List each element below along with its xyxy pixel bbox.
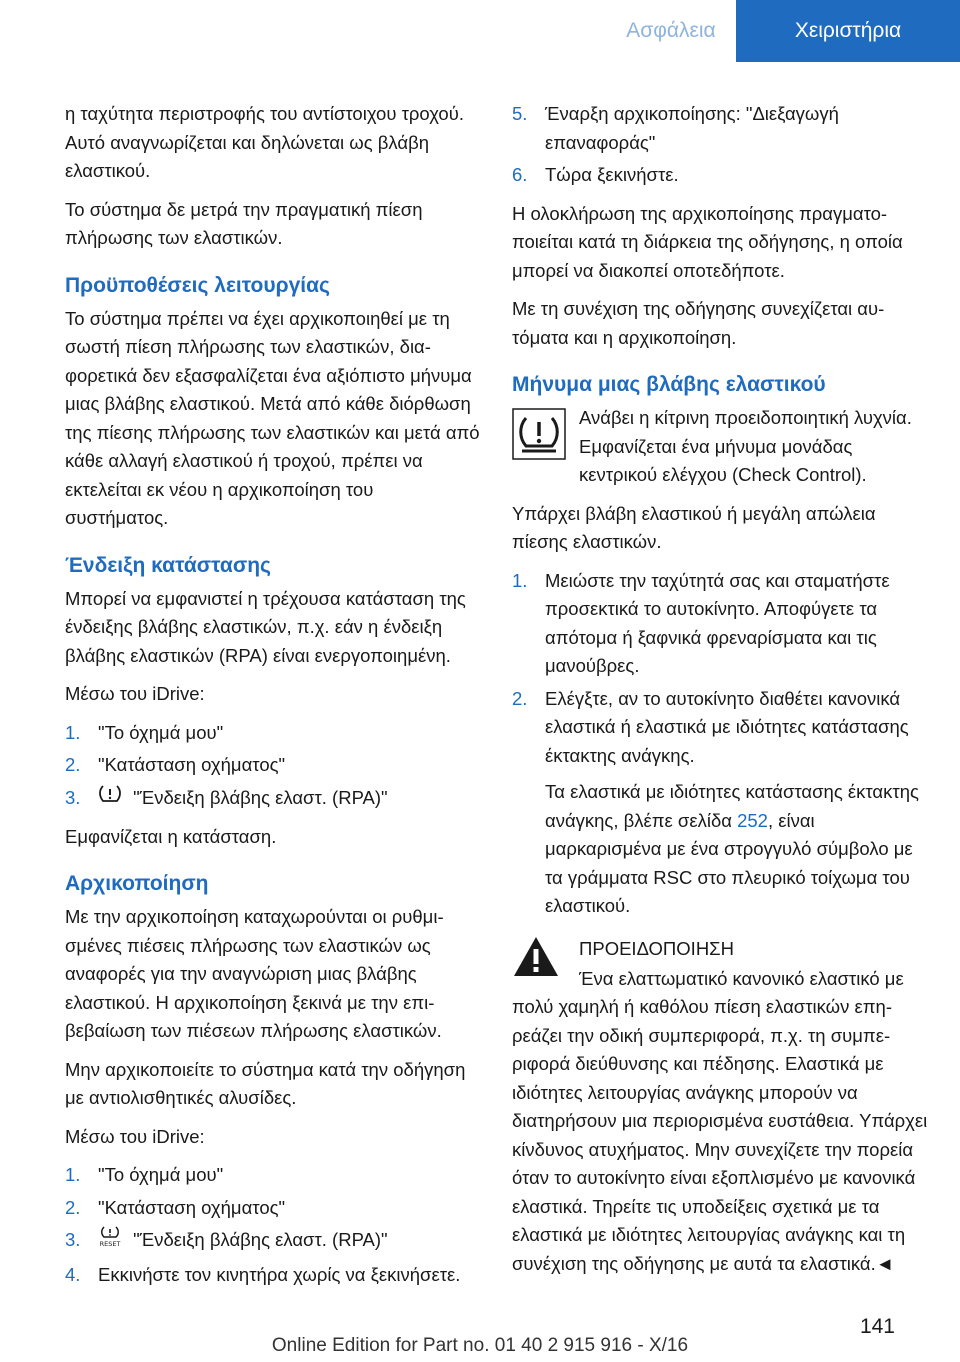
list-number: 1. (65, 721, 81, 743)
list-number: 6. (512, 164, 528, 185)
left-column (65, 100, 480, 1299)
list-number: 2. (65, 754, 81, 775)
warning-header (512, 935, 930, 991)
tab-safety[interactable]: Ασφάλεια (626, 19, 716, 42)
list-item (65, 719, 480, 748)
tire-reset-icon (98, 1226, 122, 1257)
list-item (65, 784, 480, 813)
footer-edition: Online Edition for Part no. 01 40 2 915 916 - X/16 (271, 1335, 689, 1356)
right-column (512, 100, 930, 1288)
warning-lamp-block (512, 404, 930, 490)
list-text: Τώρα ξεκινήστε. (545, 164, 679, 185)
paragraph: Η ολοκλήρωση της αρχικοποίησης πραγματοποιείται κατά τη διάρκεια της οδήγησης, η οποία μπορεί να διακοπεί οποτεδήποτε. (512, 202, 903, 281)
list-text: "Κατάσταση οχήματος" (98, 754, 286, 775)
sub-text-before: Τα ελαστικά με ιδιότητες κατάστασης έκτακτης ανάγκης, βλέπε σελίδα (545, 781, 919, 831)
warning-triangle-icon (512, 935, 560, 984)
list-number: 5. (512, 103, 528, 124)
tire-pressure-warning-icon (512, 408, 566, 465)
steps-list-initialization (65, 1161, 480, 1289)
list-number: 2. (65, 1196, 81, 1218)
list-item (65, 1194, 480, 1223)
list-item (65, 751, 480, 780)
list-number: 2. (512, 687, 528, 709)
paragraph: Με τη συνέχιση της οδήγησης συνεχίζεται αυτόματα και η αρχικοποίηση. (512, 298, 885, 348)
sub-text-after: , είναι μαρκαρισμένα με ένα στρογγυλό σύμβολο με τα γράμματα RSC στο πλευρικό τοίχωμα του ελαστικού. (545, 809, 913, 916)
paragraph: η ταχύτητα περιστροφής του αντίστοιχου τροχού. Αυτό αναγνωρίζεται και δηλώνεται ως βλάβη ελαστικού. (65, 103, 464, 181)
list-number: 1. (65, 1164, 81, 1186)
tire-warning-icon (98, 784, 122, 813)
paragraph: Το σύστημα πρέπει να έχει αρχικοποιηθεί με τη σωστή πίεση πλήρωσης των ελαστικών, διαφορετικά δεν εξασφαλίζεται ένα αξιόπιστο μήνυμα μιας βλάβης ελαστικού. Μετά από κάθε διόρθωση της πίεσης πλήρωσης των ελαστικών και μετά από κάθε αλλαγή ελαστικού ή τροχού, πρέπει να εκτελείται εκ νέου η αρχικοποίηση του συστήματος. (65, 307, 480, 528)
paragraph: Μέσω του iDrive: (65, 683, 205, 704)
list-item (512, 567, 930, 681)
page-header (0, 0, 960, 62)
paragraph: Ανάβει η κίτρινη προειδοποιητική λυχνία. Εμφανίζεται ένα μήνυμα μονάδας κεντρικού ελέγχου (Check Control). (579, 407, 912, 485)
page-number: 141 (859, 1315, 895, 1338)
reset-label: RESET (99, 1240, 121, 1249)
heading-prerequisites: Προϋποθέσεις λειτουργίας (65, 273, 330, 297)
paragraph: Το σύστημα δε μετρά την πραγματική πίεση πλήρωσης των ελαστικών. (65, 198, 423, 248)
heading-tire-damage-message: Μήνυμα μιας βλάβης ελαστικού (512, 373, 826, 396)
list-number: 1. (512, 569, 528, 591)
paragraph: Με την αρχικοποίηση καταχωρούνται οι ρυθμισμένες πιέσεις πλήρωσης των ελαστικών ως αναφορές για την αναγνώριση μιας βλάβης ελαστικού. Η αρχικοποίηση ξεκινά με την επιβεβαίωση των πιέσεων πλήρωσης ελαστικών. (65, 906, 444, 1042)
paragraph: Υπάρχει βλάβη ελαστικού ή μεγάλη απώλεια πίεσης ελαστικών. (512, 502, 876, 552)
list-text: Μειώστε την ταχύτητά σας και σταματήστε προσεκτικά το αυτοκίνητο. Αποφύγετε τα απότομα ή ξαφνικά φρεναρίσματα και τις μανούβρες. (545, 569, 890, 676)
end-mark: ◄ (875, 1252, 895, 1274)
list-item (512, 100, 930, 157)
list-text: "Το όχημά μου" (98, 721, 224, 743)
list-text: "Ένδειξη βλάβης ελαστ. (RPA)" (133, 1229, 388, 1251)
paragraph: Μην αρχικοποιείτε το σύστημα κατά την οδήγηση με αντιολισθητικές αλυσίδες. (65, 1058, 466, 1109)
list-number: 3. (65, 1229, 81, 1251)
heading-initialization: Αρχικοποίηση (65, 872, 209, 896)
page-link[interactable]: 252 (737, 809, 768, 831)
steps-list-damage (512, 567, 930, 921)
warning-block (512, 935, 930, 1279)
warning-title: ΠΡΟΕΙΔΟΠΟΙΗΣΗ (579, 937, 734, 959)
list-item (512, 161, 930, 190)
paragraph: Εμφανίζεται η κατάσταση. (65, 825, 277, 847)
steps-list-status (65, 719, 480, 813)
list-number: 4. (65, 1263, 81, 1285)
steps-list-continued (512, 100, 930, 190)
list-text: Ελέγξτε, αν το αυτοκίνητο διαθέτει κανονικά ελαστικά ή ελαστικά με ιδιότητες κατάστασης έκτακτης ανάγκης. (545, 687, 909, 766)
list-subparagraph (545, 778, 930, 921)
list-text: "Κατάσταση οχήματος" (98, 1196, 286, 1218)
list-item (65, 1261, 480, 1290)
paragraph: Μέσω του iDrive: (65, 1125, 205, 1147)
list-number: 3. (65, 786, 81, 808)
list-text: Έναρξη αρχικοποίησης: "Διεξαγωγή επαναφοράς" (545, 103, 839, 153)
list-item (65, 1226, 480, 1257)
tab-controls[interactable]: Χειριστήρια (736, 0, 960, 62)
list-item (65, 1161, 480, 1190)
paragraph: Μπορεί να εμφανιστεί η τρέχουσα κατάσταση της ένδειξης βλάβης ελαστικών, π.χ. εάν η ένδειξη βλάβης ελαστικών (RPA) είναι ενεργοποιημένη. (65, 587, 466, 666)
list-text: Εκκινήστε τον κινητήρα χωρίς να ξεκινήσετε. (98, 1263, 461, 1285)
list-item (512, 685, 930, 921)
warning-body: Ένα ελαττωματικό κανονικό ελαστικό με πολύ χαμηλή ή καθόλου πίεση ελαστικών επηρεάζει την οδική συμπεριφορά, π.χ. τη συμπεριφορά διεύθυνσης και πέδησης. Ελαστικά με ιδιότητες λειτουργίας ανάγκης μπορούν να διατηρήσουν μια περιορισμένα ευστάθεια. Υπάρχει κίνδυνος ατυχήματος. Μην συνεχίζετε την πορεία όταν το αυτοκίνητο είναι εξοπλισμένο με κανονικά ελαστικά. Τηρείτε τις υποδείξεις σχετικά με τα ελαστικά με ιδιότητες λειτουργίας ανάγκης και τη συνέχιση της οδήγησης με αυτά τα ελαστικά. (512, 967, 928, 1274)
list-text: "Το όχημά μου" (98, 1164, 224, 1186)
heading-status-display: Ένδειξη κατάστασης (65, 553, 271, 577)
list-text: "Ένδειξη βλάβης ελαστ. (RPA)" (133, 786, 388, 808)
warning-text (512, 965, 930, 1279)
